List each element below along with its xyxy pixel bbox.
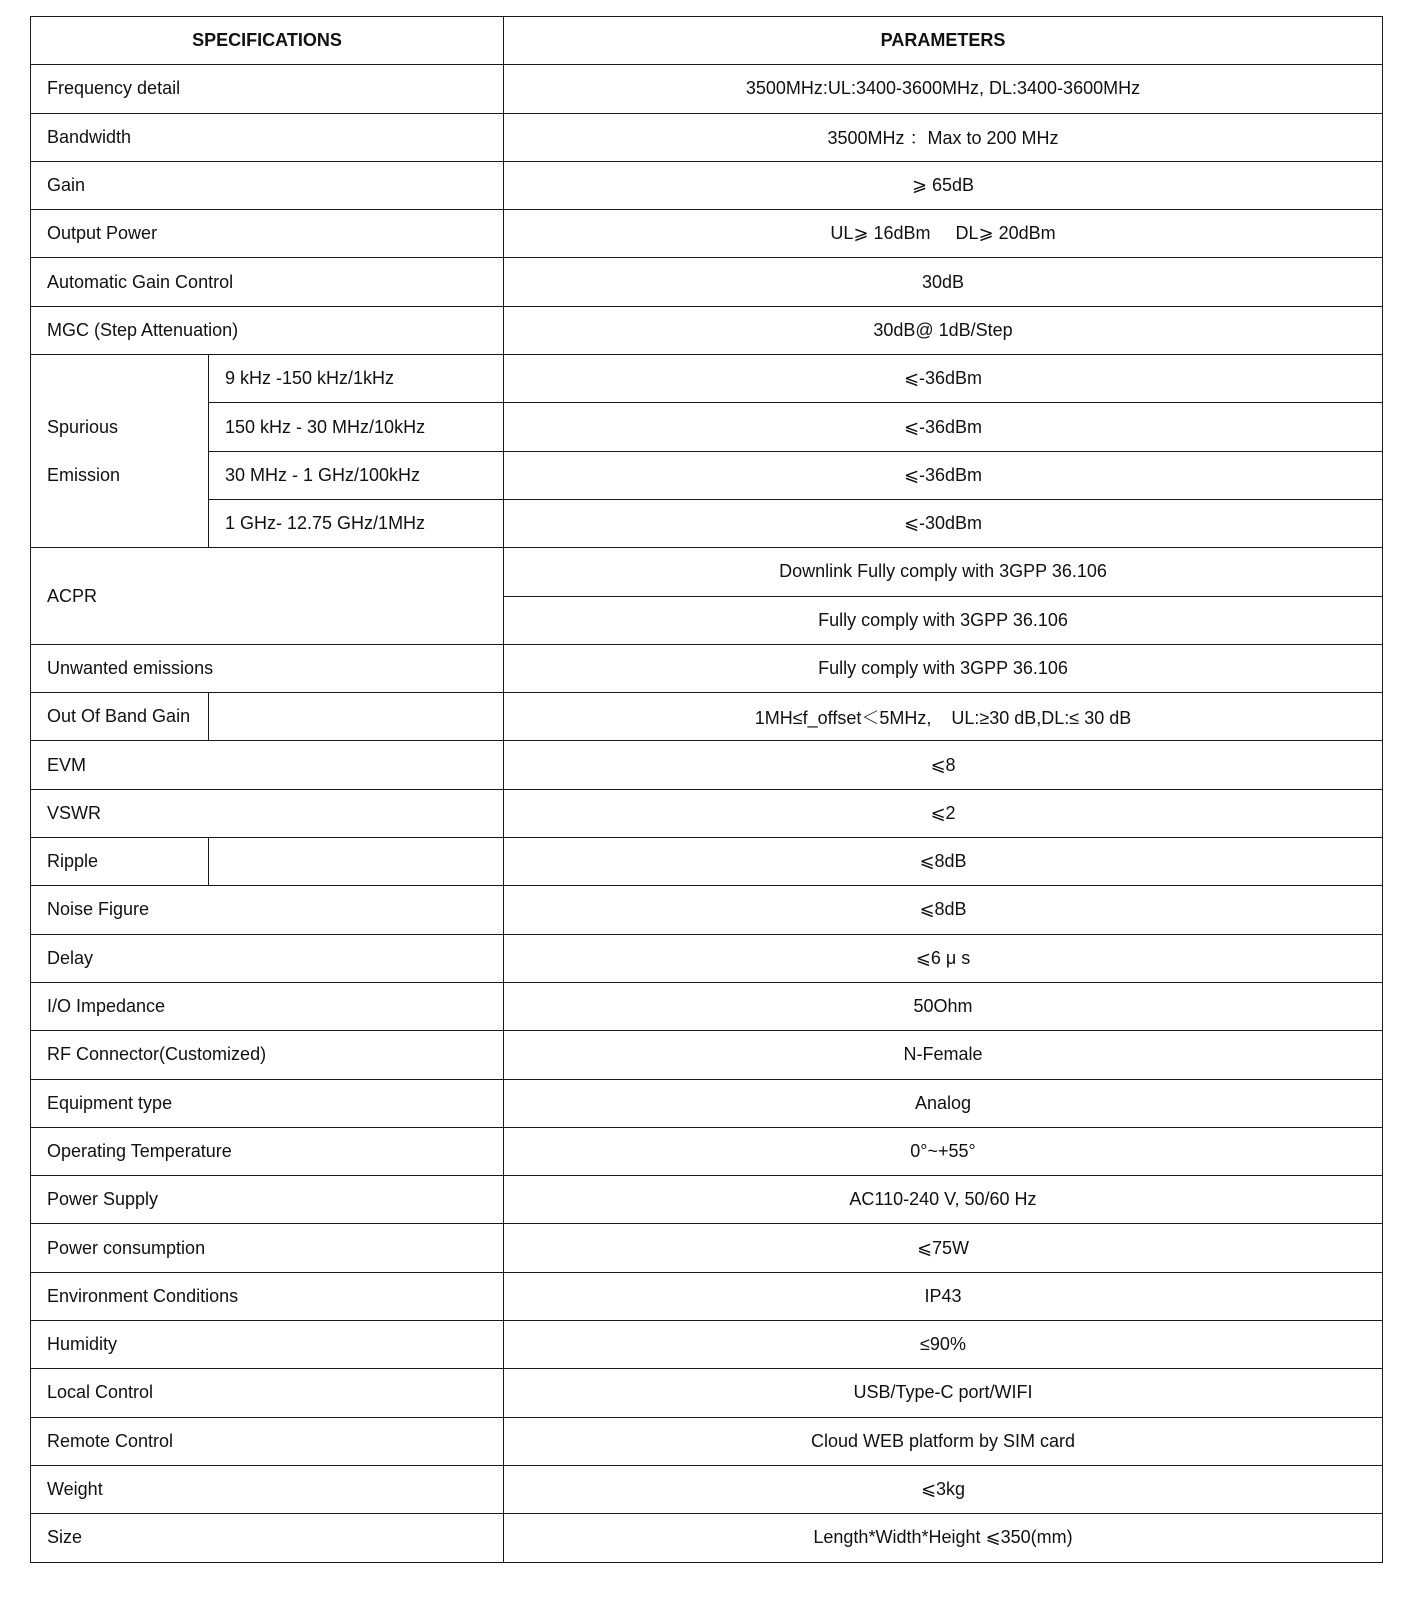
row-label-spurious-emission xyxy=(31,355,209,548)
row-value-agc: 30dB xyxy=(504,258,1383,306)
row-value-power-consumption: ⩽75W xyxy=(504,1224,1383,1272)
table-row xyxy=(31,1514,1383,1562)
row-label-local-control: Local Control xyxy=(31,1369,504,1417)
table-row xyxy=(31,1417,1383,1465)
spurious-range-1: 9 kHz -150 kHz/1kHz xyxy=(209,355,504,403)
table-row xyxy=(31,1031,1383,1079)
row-label-power-consumption: Power consumption xyxy=(31,1224,504,1272)
table-row xyxy=(31,1369,1383,1417)
row-value-io-impedance: 50Ohm xyxy=(504,982,1383,1030)
row-label-size: Size xyxy=(31,1514,504,1562)
row-value-local-control: USB/Type-C port/WIFI xyxy=(504,1369,1383,1417)
row-value-size: Length*Width*Height ⩽350(mm) xyxy=(504,1514,1383,1562)
table-row xyxy=(31,838,1383,886)
row-value-acpr-1: Downlink Fully comply with 3GPP 36.106 xyxy=(504,548,1383,596)
row-label-out-of-band-gain: Out Of Band Gain xyxy=(31,693,209,741)
row-label-delay: Delay xyxy=(31,934,504,982)
row-value-ripple: ⩽8dB xyxy=(504,838,1383,886)
table-row xyxy=(31,355,1383,403)
row-value-weight: ⩽3kg xyxy=(504,1465,1383,1513)
row-label-humidity: Humidity xyxy=(31,1321,504,1369)
row-value-evm: ⩽8 xyxy=(504,741,1383,789)
row-value-acpr-2: Fully comply with 3GPP 36.106 xyxy=(504,596,1383,644)
table-row xyxy=(31,306,1383,354)
row-label-output-power: Output Power xyxy=(31,210,504,258)
spurious-value-1: ⩽-36dBm xyxy=(504,355,1383,403)
row-label-evm: EVM xyxy=(31,741,504,789)
row-label-weight: Weight xyxy=(31,1465,504,1513)
row-value-delay: ⩽6 μ s xyxy=(504,934,1383,982)
row-label-environment-conditions: Environment Conditions xyxy=(31,1272,504,1320)
spurious-range-4: 1 GHz- 12.75 GHz/1MHz xyxy=(209,499,504,547)
row-value-operating-temperature: 0°~+55° xyxy=(504,1127,1383,1175)
row-label-vswr: VSWR xyxy=(31,789,504,837)
table-row xyxy=(31,1465,1383,1513)
row-label-operating-temperature: Operating Temperature xyxy=(31,1127,504,1175)
row-label-acpr: ACPR xyxy=(31,548,504,645)
spurious-label-line1: Spurious xyxy=(47,417,119,438)
table-row xyxy=(31,741,1383,789)
row-label-unwanted-emissions: Unwanted emissions xyxy=(31,644,504,692)
table-row xyxy=(31,403,1383,451)
row-value-gain: ⩾ 65dB xyxy=(504,161,1383,209)
row-value-environment-conditions: IP43 xyxy=(504,1272,1383,1320)
row-label-power-supply: Power Supply xyxy=(31,1176,504,1224)
row-label-bandwidth: Bandwidth xyxy=(31,113,504,161)
table-row xyxy=(31,113,1383,161)
row-label-gain: Gain xyxy=(31,161,504,209)
row-value-remote-control: Cloud WEB platform by SIM card xyxy=(504,1417,1383,1465)
spurious-value-4: ⩽-30dBm xyxy=(504,499,1383,547)
table-row xyxy=(31,886,1383,934)
row-value-out-of-band-gain: 1MH≤f_offset＜5MHz, UL:≥30 dB,DL:≤ 30 dB xyxy=(504,693,1383,741)
header-parameters: PARAMETERS xyxy=(504,17,1383,65)
row-label-noise-figure: Noise Figure xyxy=(31,886,504,934)
table-row xyxy=(31,644,1383,692)
spurious-range-2: 150 kHz - 30 MHz/10kHz xyxy=(209,403,504,451)
row-value-power-supply: AC110-240 V, 50/60 Hz xyxy=(504,1176,1383,1224)
spurious-value-3: ⩽-36dBm xyxy=(504,451,1383,499)
table-row xyxy=(31,210,1383,258)
row-label-agc: Automatic Gain Control xyxy=(31,258,504,306)
table-row xyxy=(31,161,1383,209)
row-label-rf-connector: RF Connector(Customized) xyxy=(31,1031,504,1079)
empty-cell xyxy=(209,838,504,886)
table-header-row xyxy=(31,17,1383,65)
table-row xyxy=(31,548,1383,596)
table-row xyxy=(31,65,1383,113)
table-row xyxy=(31,451,1383,499)
row-label-ripple: Ripple xyxy=(31,838,209,886)
row-value-rf-connector: N-Female xyxy=(504,1031,1383,1079)
table-row xyxy=(31,693,1383,741)
row-value-frequency-detail: 3500MHz:UL:3400-3600MHz, DL:3400-3600MHz xyxy=(504,65,1383,113)
header-specifications: SPECIFICATIONS xyxy=(31,17,504,65)
table-row xyxy=(31,789,1383,837)
row-value-noise-figure: ⩽8dB xyxy=(504,886,1383,934)
table-row xyxy=(31,499,1383,547)
row-label-io-impedance: I/O Impedance xyxy=(31,982,504,1030)
row-label-equipment-type: Equipment type xyxy=(31,1079,504,1127)
table-row xyxy=(31,1079,1383,1127)
row-value-output-power: UL⩾ 16dBm DL⩾ 20dBm xyxy=(504,210,1383,258)
row-value-bandwidth: 3500MHz ：Max to 200 MHz xyxy=(504,113,1383,161)
row-label-remote-control: Remote Control xyxy=(31,1417,504,1465)
row-value-unwanted-emissions: Fully comply with 3GPP 36.106 xyxy=(504,644,1383,692)
row-value-equipment-type: Analog xyxy=(504,1079,1383,1127)
spurious-value-2: ⩽-36dBm xyxy=(504,403,1383,451)
table-row xyxy=(31,934,1383,982)
spec-table xyxy=(30,16,1383,1563)
table-row xyxy=(31,1176,1383,1224)
row-label-frequency-detail: Frequency detail xyxy=(31,65,504,113)
table-row xyxy=(31,982,1383,1030)
table-row xyxy=(31,1321,1383,1369)
row-value-vswr: ⩽2 xyxy=(504,789,1383,837)
row-value-humidity: ≤90% xyxy=(504,1321,1383,1369)
table-row xyxy=(31,258,1383,306)
spurious-label-line2: Emission xyxy=(47,465,121,486)
spurious-range-3: 30 MHz - 1 GHz/100kHz xyxy=(209,451,504,499)
table-row xyxy=(31,1272,1383,1320)
empty-cell xyxy=(209,693,504,741)
row-value-mgc: 30dB@ 1dB/Step xyxy=(504,306,1383,354)
table-row xyxy=(31,1127,1383,1175)
table-row xyxy=(31,1224,1383,1272)
row-label-mgc: MGC (Step Attenuation) xyxy=(31,306,504,354)
